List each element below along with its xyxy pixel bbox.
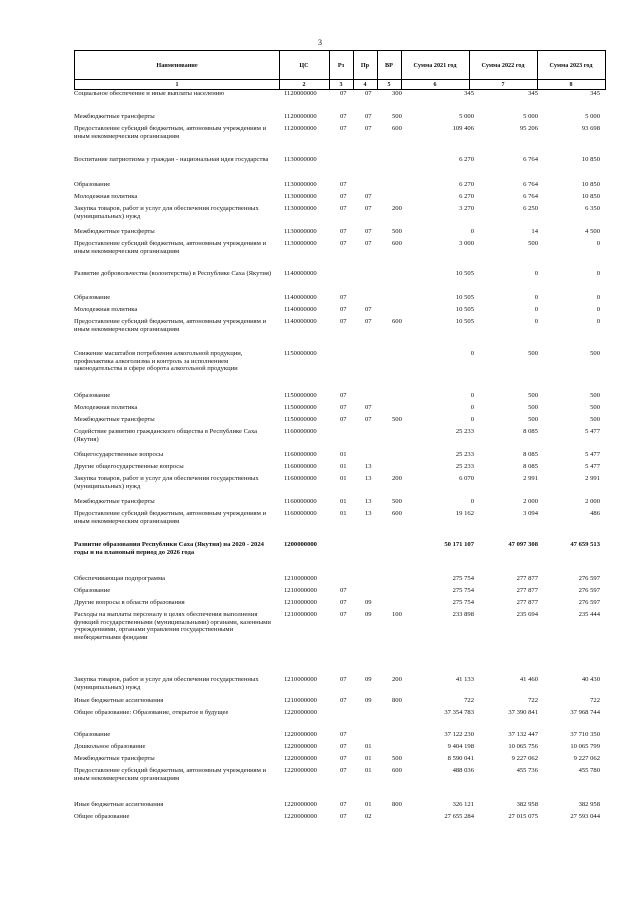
cell-v1: 0 <box>470 392 474 399</box>
cell-v1: 10 505 <box>455 270 474 277</box>
cell-name: Образование <box>74 294 111 301</box>
cell-v1: 3 270 <box>459 205 474 212</box>
cell-name: Молодежная политика <box>74 193 138 200</box>
cell-v3: 5 477 <box>585 451 600 458</box>
cell-rz: 07 <box>340 228 347 235</box>
cell-vr: 600 <box>392 125 402 132</box>
cell-v1: 37 122 230 <box>444 731 474 738</box>
cell-pr: 09 <box>365 697 372 704</box>
cell-v3: 37 968 744 <box>570 709 600 716</box>
cell-v2: 345 <box>528 90 538 97</box>
cell-vr: 500 <box>392 113 402 120</box>
cell-vr: 600 <box>392 767 402 774</box>
cell-v3: 2 991 <box>585 475 600 482</box>
cell-pr: 07 <box>365 306 372 313</box>
cell-v2: 14 <box>531 228 538 235</box>
cell-name: Закупка товаров, работ и услуг для обеспечения государственных (муниципальных) нужд <box>74 475 259 490</box>
cell-vr: 800 <box>392 801 402 808</box>
cell-v3: 10 850 <box>581 156 600 163</box>
cell-name: Предоставление субсидий бюджетным, автономным учреждениям и иным некоммерческим организациям <box>74 318 267 333</box>
cell-v3: 500 <box>590 404 600 411</box>
cell-v1: 275 754 <box>452 599 474 606</box>
col-2021-header: Сумма 2021 год <box>401 51 470 79</box>
cell-cs: 1220000000 <box>284 801 317 808</box>
cell-v2: 455 736 <box>516 767 538 774</box>
cell-v2: 0 <box>534 270 538 277</box>
cell-cs: 1210000000 <box>284 587 317 594</box>
cell-name: Дошкольное образование <box>74 743 146 750</box>
cell-v1: 5 000 <box>459 113 474 120</box>
cell-name: Обеспечивающая подпрограмма <box>74 575 166 582</box>
cell-name: Расходы на выплаты персоналу в целях обеспечения выполнения функций государственными (муниципальными) органами, казенными учреждениями, органами управления государственными внебюджетными фондами <box>74 611 271 641</box>
cell-cs: 1120000000 <box>284 90 317 97</box>
cell-cs: 1160000000 <box>284 510 317 517</box>
cell-rz: 07 <box>340 193 347 200</box>
cell-pr: 07 <box>365 205 372 212</box>
cell-v2: 3 094 <box>523 510 538 517</box>
cell-cs: 1220000000 <box>284 767 317 774</box>
cell-v1: 0 <box>470 498 474 505</box>
cell-v2: 9 227 062 <box>511 755 538 762</box>
cell-pr: 13 <box>365 475 372 482</box>
col-cs-header: ЦС <box>279 51 330 79</box>
cell-pr: 07 <box>365 240 372 247</box>
cell-cs: 1140000000 <box>284 318 317 325</box>
cell-rz: 07 <box>340 755 347 762</box>
cell-name: Предоставление субсидий бюджетным, автономным учреждениям и иным некоммерческим организациям <box>74 125 267 140</box>
cell-rz: 07 <box>340 416 347 423</box>
cell-rz: 07 <box>340 294 347 301</box>
cell-v3: 0 <box>596 318 600 325</box>
cell-v1: 41 133 <box>455 676 474 683</box>
cell-name: Закупка товаров, работ и услуг для обеспечения государственных (муниципальных) нужд <box>74 676 259 691</box>
cell-v2: 37 132 447 <box>508 731 538 738</box>
cell-v3: 0 <box>596 270 600 277</box>
cell-name: Воспитание патриотизма у граждан - национальная идея государства <box>74 156 269 163</box>
cell-v2: 2 991 <box>523 475 538 482</box>
cell-vr: 600 <box>392 510 402 517</box>
cell-v3: 5 477 <box>585 428 600 435</box>
cell-rz: 07 <box>340 205 347 212</box>
cell-pr: 07 <box>365 193 372 200</box>
cell-v1: 9 404 198 <box>447 743 474 750</box>
cell-v2: 27 015 075 <box>508 813 538 820</box>
cell-name: Развитие образования Республики Саха (Якутия) на 2020 - 2024 годы и на плановый период до 2026 года <box>74 541 264 556</box>
cell-cs: 1220000000 <box>284 755 317 762</box>
cell-cs: 1150000000 <box>284 404 317 411</box>
cell-cs: 1120000000 <box>284 125 317 132</box>
cell-v3: 455 780 <box>578 767 600 774</box>
cell-v2: 0 <box>534 306 538 313</box>
cell-name: Межбюджетные трансферты <box>74 416 155 423</box>
cell-v3: 722 <box>590 697 600 704</box>
cell-vr: 200 <box>392 676 402 683</box>
cell-rz: 07 <box>340 676 347 683</box>
cell-v1: 722 <box>464 697 474 704</box>
cell-pr: 13 <box>365 510 372 517</box>
cell-name: Молодежная политика <box>74 404 138 411</box>
cell-pr: 09 <box>365 599 372 606</box>
cell-v3: 276 597 <box>578 575 600 582</box>
cell-cs: 1130000000 <box>284 193 317 200</box>
cell-v2: 47 097 308 <box>508 541 538 548</box>
cell-name: Предоставление субсидий бюджетным, автономным учреждениям и иным некоммерческим организациям <box>74 240 267 255</box>
col-vr-header: ВР <box>377 51 402 79</box>
cell-pr: 01 <box>365 743 372 750</box>
cell-cs: 1160000000 <box>284 475 317 482</box>
cell-pr: 07 <box>365 125 372 132</box>
cell-pr: 07 <box>365 113 372 120</box>
cell-cs: 1150000000 <box>284 350 317 357</box>
cell-cs: 1210000000 <box>284 611 317 618</box>
cell-v3: 276 597 <box>578 587 600 594</box>
cell-v3: 47 659 513 <box>570 541 600 548</box>
cell-v1: 25 233 <box>455 451 474 458</box>
cell-rz: 07 <box>340 392 347 399</box>
cell-v3: 0 <box>596 306 600 313</box>
cell-v3: 500 <box>590 416 600 423</box>
cell-v1: 50 171 107 <box>444 541 474 548</box>
cell-v3: 382 958 <box>578 801 600 808</box>
cell-v3: 27 593 044 <box>570 813 600 820</box>
cell-v2: 277 877 <box>516 575 538 582</box>
cell-v2: 10 065 756 <box>508 743 538 750</box>
cell-v2: 0 <box>534 294 538 301</box>
cell-name: Межбюджетные трансферты <box>74 228 155 235</box>
cell-v2: 277 877 <box>516 599 538 606</box>
cell-rz: 01 <box>340 498 347 505</box>
cell-vr: 500 <box>392 416 402 423</box>
cell-v2: 5 000 <box>523 113 538 120</box>
cell-rz: 01 <box>340 475 347 482</box>
cell-v2: 722 <box>528 697 538 704</box>
cell-v1: 275 754 <box>452 587 474 594</box>
cell-name: Межбюджетные трансферты <box>74 498 155 505</box>
cell-cs: 1210000000 <box>284 676 317 683</box>
cell-rz: 07 <box>340 318 347 325</box>
col-pr-header: Пр <box>353 51 378 79</box>
cell-v1: 3 000 <box>459 240 474 247</box>
cell-rz: 07 <box>340 90 347 97</box>
cell-v2: 6 764 <box>523 181 538 188</box>
cell-v1: 25 233 <box>455 428 474 435</box>
cell-v3: 6 350 <box>585 205 600 212</box>
cell-v1: 0 <box>470 228 474 235</box>
cell-rz: 07 <box>340 697 347 704</box>
cell-cs: 1130000000 <box>284 228 317 235</box>
cell-v1: 0 <box>470 404 474 411</box>
cell-name: Иные бюджетные ассигнования <box>74 801 164 808</box>
cell-v3: 10 850 <box>581 193 600 200</box>
cell-v1: 0 <box>470 416 474 423</box>
cell-name: Предоставление субсидий бюджетным, автономным учреждениям и иным некоммерческим организациям <box>74 510 267 525</box>
cell-cs: 1160000000 <box>284 451 317 458</box>
cell-v2: 500 <box>528 392 538 399</box>
cell-v3: 0 <box>596 240 600 247</box>
cell-v2: 500 <box>528 240 538 247</box>
cell-name: Образование <box>74 181 111 188</box>
cell-rz: 07 <box>340 743 347 750</box>
cell-v1: 6 270 <box>459 156 474 163</box>
cell-v2: 41 460 <box>519 676 538 683</box>
cell-vr: 100 <box>392 611 402 618</box>
cell-pr: 07 <box>365 318 372 325</box>
cell-cs: 1140000000 <box>284 306 317 313</box>
cell-cs: 1160000000 <box>284 498 317 505</box>
cell-pr: 01 <box>365 767 372 774</box>
cell-v1: 109 406 <box>452 125 474 132</box>
cell-cs: 1150000000 <box>284 392 317 399</box>
cell-name: Межбюджетные трансферты <box>74 113 155 120</box>
cell-v3: 276 597 <box>578 599 600 606</box>
cell-rz: 07 <box>340 306 347 313</box>
cell-v1: 345 <box>464 90 474 97</box>
cell-v2: 0 <box>534 318 538 325</box>
cell-v3: 93 698 <box>581 125 600 132</box>
cell-vr: 600 <box>392 240 402 247</box>
cell-rz: 07 <box>340 611 347 618</box>
cell-v1: 6 270 <box>459 181 474 188</box>
cell-rz: 07 <box>340 404 347 411</box>
cell-v3: 2 000 <box>585 498 600 505</box>
cell-v3: 10 850 <box>581 181 600 188</box>
cell-name: Снижение масштабов потребления алкогольной продукции, профилактика алкоголизма и контроль за исполнением законодательства в сфере оборота алкогольной продукции <box>74 350 243 373</box>
cell-pr: 02 <box>365 813 372 820</box>
cell-cs: 1220000000 <box>284 731 317 738</box>
cell-v3: 500 <box>590 392 600 399</box>
cell-v2: 6 764 <box>523 193 538 200</box>
cell-v3: 37 710 350 <box>570 731 600 738</box>
cell-name: Предоставление субсидий бюджетным, автономным учреждениям и иным некоммерческим организациям <box>74 767 267 782</box>
cell-v1: 10 505 <box>455 294 474 301</box>
cell-v3: 486 <box>590 510 600 517</box>
cell-name: Образование <box>74 587 111 594</box>
cell-cs: 1210000000 <box>284 575 317 582</box>
cell-v2: 8 085 <box>523 428 538 435</box>
cell-name: Иные бюджетные ассигнования <box>74 697 164 704</box>
cell-rz: 01 <box>340 451 347 458</box>
cell-cs: 1130000000 <box>284 156 317 163</box>
cell-vr: 200 <box>392 475 402 482</box>
cell-pr: 07 <box>365 416 372 423</box>
col-num-8: 8 <box>537 79 605 90</box>
cell-v1: 27 655 284 <box>444 813 474 820</box>
cell-name: Общее образование <box>74 813 130 820</box>
col-num-4: 4 <box>353 79 378 90</box>
cell-pr: 07 <box>365 228 372 235</box>
cell-v1: 326 121 <box>452 801 474 808</box>
col-num-6: 6 <box>401 79 470 90</box>
cell-v2: 500 <box>528 416 538 423</box>
cell-vr: 800 <box>392 697 402 704</box>
cell-v2: 37 390 841 <box>508 709 538 716</box>
cell-name: Образование <box>74 392 111 399</box>
cell-v3: 10 065 799 <box>570 743 600 750</box>
cell-v1: 19 162 <box>455 510 474 517</box>
col-2023-header: Сумма 2023 год <box>549 61 593 69</box>
cell-rz: 07 <box>340 813 347 820</box>
cell-v1: 6 270 <box>459 193 474 200</box>
cell-v3: 9 227 062 <box>573 755 600 762</box>
cell-rz: 07 <box>340 125 347 132</box>
cell-name: Образование <box>74 731 111 738</box>
cell-v2: 8 085 <box>523 463 538 470</box>
cell-v1: 10 505 <box>455 306 474 313</box>
cell-rz: 07 <box>340 181 347 188</box>
cell-cs: 1200000000 <box>284 541 317 548</box>
cell-v1: 8 590 041 <box>447 755 474 762</box>
cell-v1: 37 354 783 <box>444 709 474 716</box>
cell-rz: 07 <box>340 587 347 594</box>
cell-name: Закупка товаров, работ и услуг для обеспечения государственных (муниципальных) нужд <box>74 205 259 220</box>
cell-vr: 600 <box>392 318 402 325</box>
cell-v2: 382 958 <box>516 801 538 808</box>
cell-v3: 345 <box>590 90 600 97</box>
cell-v1: 233 898 <box>452 611 474 618</box>
col-num-3: 3 <box>329 79 354 90</box>
cell-pr: 07 <box>365 90 372 97</box>
col-2022-header: Сумма 2022 год <box>469 51 538 79</box>
cell-name: Другие вопросы в области образования <box>74 599 185 606</box>
cell-v2: 95 206 <box>519 125 538 132</box>
cell-v1: 275 754 <box>452 575 474 582</box>
cell-cs: 1150000000 <box>284 416 317 423</box>
table-header <box>74 50 606 90</box>
page-number: 3 <box>318 38 322 47</box>
cell-vr: 200 <box>392 205 402 212</box>
cell-rz: 07 <box>340 240 347 247</box>
cell-v2: 6 250 <box>523 205 538 212</box>
cell-vr: 500 <box>392 228 402 235</box>
cell-v3: 500 <box>590 350 600 357</box>
cell-pr: 09 <box>365 611 372 618</box>
col-num-1: 1 <box>75 79 280 90</box>
cell-cs: 1130000000 <box>284 181 317 188</box>
cell-v3: 0 <box>596 294 600 301</box>
cell-pr: 13 <box>365 463 372 470</box>
cell-name: Общегосударственные вопросы <box>74 451 164 458</box>
cell-name: Другие общегосударственные вопросы <box>74 463 184 470</box>
cell-v2: 2 000 <box>523 498 538 505</box>
cell-v1: 0 <box>470 350 474 357</box>
cell-rz: 01 <box>340 463 347 470</box>
cell-cs: 1210000000 <box>284 697 317 704</box>
cell-rz: 07 <box>340 731 347 738</box>
cell-rz: 07 <box>340 113 347 120</box>
cell-cs: 1130000000 <box>284 205 317 212</box>
cell-name: Социальное обеспечение и иные выплаты населению <box>74 90 225 97</box>
cell-v3: 5 477 <box>585 463 600 470</box>
cell-v2: 277 877 <box>516 587 538 594</box>
cell-cs: 1210000000 <box>284 599 317 606</box>
cell-name: Развитие добровольчества (волонтерства) в Республике Саха (Якутия) <box>74 270 272 277</box>
cell-rz: 07 <box>340 599 347 606</box>
cell-rz: 01 <box>340 510 347 517</box>
cell-cs: 1220000000 <box>284 813 317 820</box>
cell-cs: 1140000000 <box>284 294 317 301</box>
cell-vr: 500 <box>392 498 402 505</box>
cell-cs: 1220000000 <box>284 743 317 750</box>
cell-v2: 235 694 <box>516 611 538 618</box>
cell-v1: 488 036 <box>452 767 474 774</box>
cell-v2: 500 <box>528 350 538 357</box>
cell-v1: 25 233 <box>455 463 474 470</box>
cell-v2: 8 085 <box>523 451 538 458</box>
cell-vr: 500 <box>392 755 402 762</box>
cell-pr: 07 <box>365 404 372 411</box>
cell-vr: 300 <box>392 90 402 97</box>
cell-v1: 10 505 <box>455 318 474 325</box>
cell-rz: 07 <box>340 801 347 808</box>
cell-v2: 6 764 <box>523 156 538 163</box>
cell-pr: 09 <box>365 676 372 683</box>
cell-cs: 1160000000 <box>284 463 317 470</box>
cell-v3: 5 000 <box>585 113 600 120</box>
col-num-2: 2 <box>279 79 330 90</box>
cell-v2: 500 <box>528 404 538 411</box>
cell-pr: 01 <box>365 755 372 762</box>
cell-name: Межбюджетные трансферты <box>74 755 155 762</box>
cell-cs: 1120000000 <box>284 113 317 120</box>
cell-v3: 235 444 <box>578 611 600 618</box>
cell-pr: 13 <box>365 498 372 505</box>
cell-v3: 4 500 <box>585 228 600 235</box>
cell-name: Содействие развитию гражданского общества в Республике Саха (Якутия) <box>74 428 258 443</box>
cell-cs: 1130000000 <box>284 240 317 247</box>
cell-name: Общее образование: Образование, открытое в будущее <box>74 709 229 716</box>
cell-pr: 01 <box>365 801 372 808</box>
cell-cs: 1160000000 <box>284 428 317 435</box>
col-num-7: 7 <box>469 79 538 90</box>
col-num-5: 5 <box>377 79 402 90</box>
cell-cs: 1220000000 <box>284 709 317 716</box>
cell-name: Молодежная политика <box>74 306 138 313</box>
cell-cs: 1140000000 <box>284 270 317 277</box>
cell-v1: 6 070 <box>459 475 474 482</box>
col-rz-header: Рз <box>329 51 354 79</box>
col-name-header: Наименование <box>75 51 280 79</box>
cell-rz: 07 <box>340 767 347 774</box>
cell-v3: 40 430 <box>581 676 600 683</box>
